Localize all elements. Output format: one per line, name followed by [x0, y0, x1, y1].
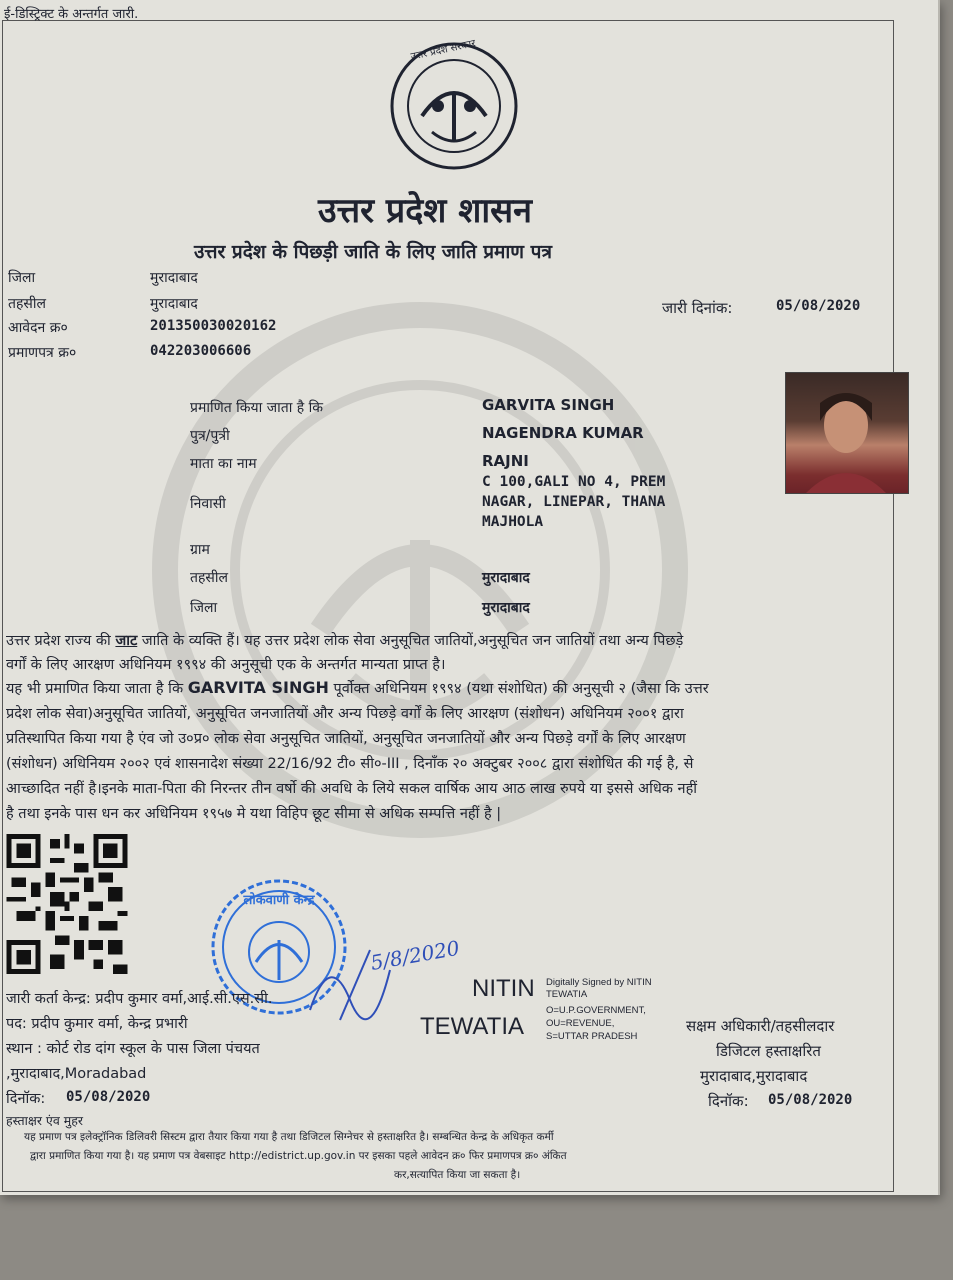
- issue-date-label: जारी दिनांक:: [662, 299, 733, 317]
- dsig-line-2: TEWATIA: [546, 989, 588, 1000]
- dsig-line-5: S=UTTAR PRADESH: [546, 1031, 638, 1042]
- mother-label: माता का नाम: [190, 456, 257, 472]
- authority-date-label: दिनॉक:: [708, 1092, 749, 1110]
- dsig-line-1: Digitally Signed by NITIN: [546, 977, 652, 988]
- address-line-3: MAJHOLA: [482, 514, 544, 530]
- body-line-8: है तथा इनके पास धन कर अधिनियम १९५७ मे यथा विहिप छूट सीमा से अधिक सम्पत्ति नहीं है |: [6, 806, 502, 822]
- signer-name-1: NITIN: [472, 975, 535, 1002]
- person-district-label: जिला: [190, 600, 218, 616]
- address-line-1: C 100,GALI NO 4, PREM: [482, 474, 666, 490]
- authority-line-1: सक्षम अधिकारी/तहसीलदार: [686, 1017, 835, 1035]
- caste-name: जाट: [115, 633, 138, 649]
- handwritten-date: 5/8/2020: [368, 935, 462, 975]
- issuer-place-1: स्थान : कोर्ट रोड दांग स्कूल के पास जिला पंचयत: [6, 1041, 260, 1057]
- body-line-1-a: उत्तर प्रदेश राज्य की: [6, 633, 116, 649]
- person-district-value: मुरादाबाद: [482, 600, 530, 616]
- tehsil-label: तहसील: [8, 296, 46, 312]
- body-line-5: प्रतिस्थापित किया गया है एंव जो उ०प्र० लोक सेवा अनुसूचित जातियों, अनुसूचित जनजातियों और अन्य पिछड़े वर्गों के लिए आरक्षण: [6, 731, 686, 747]
- district-value: मुरादाबाद: [150, 270, 198, 286]
- footer-line-1: यह प्रमाण पत्र इलेक्ट्रॉनिक डिलिवरी सिस्टम द्वारा तैयार किया गया है तथा डिजिटल सिग्नेचर से हस्ताक्षरित है। सम्बन्धित केन्द्र के अधिकृत कर्मी: [24, 1131, 554, 1143]
- address-line-2: NAGAR, LINEPAR, THANA: [482, 494, 666, 510]
- mother-name: RAJNI: [482, 452, 529, 470]
- body-line-6: (संशोधन) अधिनियम २००२ एवं शासनादेश संख्या 22/16/92 टी० सी०-III , दिनाँक २० अक्टुबर २००८ द्वारा संशोधित की गई है, से: [6, 756, 694, 772]
- person-tehsil-label: तहसील: [190, 570, 228, 586]
- certificate-number: 042203006606: [150, 343, 252, 359]
- dsig-line-3: O=U.P.GOVERNMENT,: [546, 1005, 646, 1016]
- authority-date: 05/08/2020: [768, 1092, 853, 1108]
- parent-name: NAGENDRA KUMAR: [482, 424, 644, 442]
- body-line-3-a: यह भी प्रमाणित किया जाता है कि: [6, 681, 188, 697]
- signer-name-2: TEWATIA: [420, 1013, 524, 1040]
- body-line-1-b: जाति के व्यक्ति हैं। यह उत्तर प्रदेश लोक सेवा अनुसूचित जातियों,अनुसूचित जन जातियों तथा अन्य पिछड़े: [137, 633, 684, 649]
- qr-code: [6, 834, 128, 974]
- page-title: उत्तर प्रदेश शासन: [318, 191, 533, 231]
- application-label: आवेदन क्र०: [8, 320, 68, 336]
- body-line-4: प्रदेश लोक सेवा)अनुसूचित जातियों, अनुसूचित जनजातियों और अन्य पिछड़े वर्गों के लिए आरक्षण (संशोधन) अधिनियम २००१ द्वारा: [6, 706, 684, 722]
- applicant-name: GARVITA SINGH: [482, 396, 615, 414]
- application-number: 201350030020162: [150, 318, 277, 334]
- body-line-2: वर्गों के लिए आरक्षण अधिनियम १९९४ की अनुसूची एक के अन्तर्गत मान्यता प्राप्त है।: [6, 657, 446, 673]
- issuer-date: 05/08/2020: [66, 1089, 151, 1105]
- applicant-photo: [785, 372, 909, 494]
- body-line-7: आच्छादित नहीं है।इनके माता-पिता की निरन्तर तीन वर्षो की अवधि के लिये सकल वार्षिक आय आठ लाख रुपये या इससे अधिक नहीं: [6, 781, 698, 797]
- village-label: ग्राम: [190, 542, 210, 558]
- issuer-date-label: दिनॉक:: [6, 1091, 46, 1107]
- body-applicant-name: GARVITA SINGH: [187, 678, 329, 697]
- photo-portrait: [786, 373, 908, 493]
- issue-date: 05/08/2020: [776, 298, 861, 314]
- authority-line-2: डिजिटल हस्ताक्षरित: [716, 1042, 821, 1060]
- dsig-line-4: OU=REVENUE,: [546, 1018, 615, 1029]
- sign-and-seal-label: हस्ताक्षर एंव मुहर: [6, 1113, 83, 1128]
- issuer-center: जारी कर्ता केन्द्र: प्रदीप कुमार वर्मा,आई.सी.एस.सी.: [6, 991, 273, 1007]
- footer-line-3: कर,सत्यापित किया जा सकता है।: [394, 1169, 521, 1181]
- certified-label: प्रमाणित किया जाता है कि: [190, 400, 324, 416]
- emblem-text: उत्तर प्रदेश सरकार: [409, 38, 477, 63]
- seal-text: लोकवाणी केन्द्र: [243, 893, 315, 908]
- issuer-post: पद: प्रदीप कुमार वर्मा, केन्द्र प्रभारी: [6, 1016, 188, 1032]
- tehsil-value: मुरादाबाद: [150, 296, 198, 312]
- body-line-3: [6, 678, 709, 698]
- resident-label: निवासी: [190, 496, 226, 512]
- header-note: ई-डिस्ट्रिक्ट के अन्तर्गत जारी.: [4, 7, 139, 22]
- footer-line-2: द्वारा प्रमाणित किया गया है। यह प्रमाण पत्र वेबसाइट http://edistrict.up.gov.in पर इसका पहले आवेदन क्र० फिर प्रमाणपत्र क्र० अंकित: [30, 1150, 567, 1162]
- authority-line-3: मुरादाबाद,मुरादाबाद: [700, 1067, 808, 1085]
- district-label: जिला: [8, 270, 36, 286]
- issuer-place-2: ,मुरादाबाद,Moradabad: [6, 1066, 147, 1082]
- body-line-1: [6, 630, 683, 650]
- parent-label: पुत्र/पुत्री: [190, 428, 230, 444]
- certificate-label: प्रमाणपत्र क्र०: [8, 345, 77, 361]
- person-tehsil-value: मुरादाबाद: [482, 570, 530, 586]
- page-subtitle: उत्तर प्रदेश के पिछड़ी जाति के लिए जाति प्रमाण पत्र: [194, 241, 552, 263]
- up-emblem: [388, 40, 520, 172]
- body-line-3-b: पूर्वोक्त अधिनियम १९९४ (यथा संशोधित) की अनुसूची २ (जैसा कि उत्तर: [328, 681, 709, 697]
